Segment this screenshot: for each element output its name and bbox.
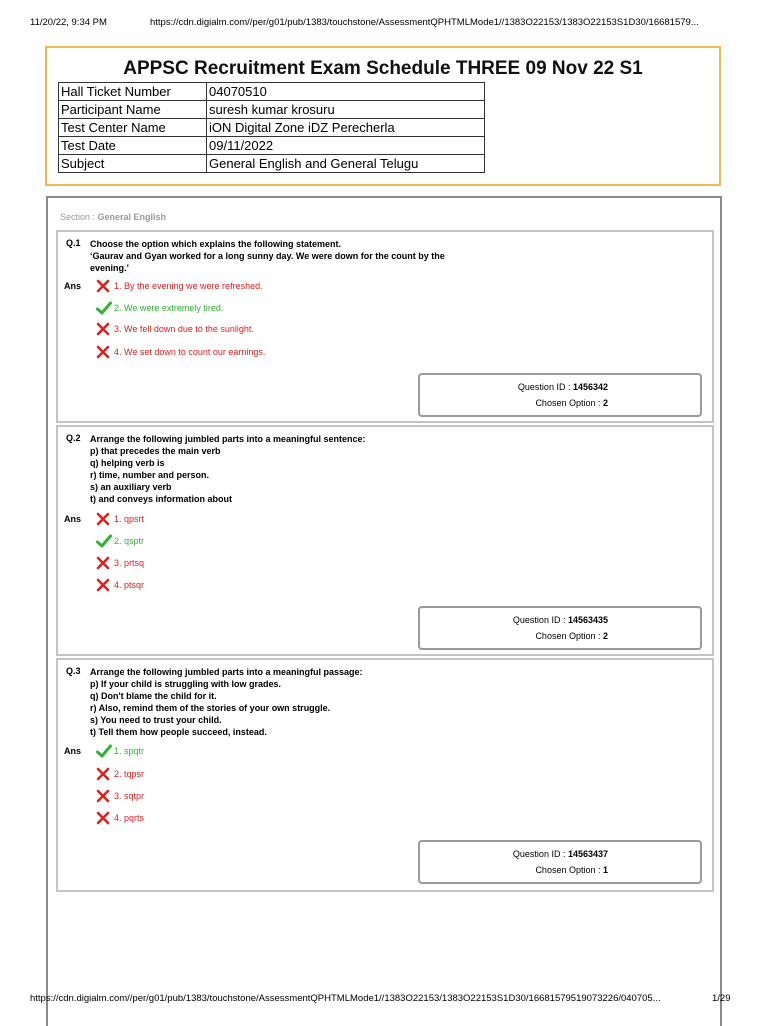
ans-label: Ans: [64, 281, 82, 291]
question-meta-box: [418, 373, 702, 417]
chosen-option: [420, 631, 608, 641]
option-text: 1. By the evening we were refreshed.: [114, 281, 263, 291]
page-indicator: 1/29: [712, 993, 731, 1004]
info-value: suresh kumar krosuru: [207, 101, 485, 119]
chosen-option-value: 1: [602, 865, 608, 875]
question-text: Arrange the following jumbled parts into a meaningful sentence: p) that precedes the main verb q) helping verb is r) time, number and person. s) an auxiliary verb t) and conveys information about: [90, 434, 366, 504]
option-3: [96, 556, 144, 570]
info-row: [59, 83, 485, 101]
chosen-option-value: 2: [602, 631, 608, 641]
info-label: Participant Name: [59, 101, 207, 119]
question-id-value: 14563435: [567, 615, 608, 625]
print-header-url: https://cdn.digialm.com//per/g01/pub/1383/touchstone/AssessmentQPHTMLMode1//1383O22153/1383O22153S1D30/16681579...: [150, 17, 699, 28]
option-4: [96, 345, 265, 359]
option-text: 3. prtsq: [114, 558, 145, 568]
info-row: [59, 101, 485, 119]
option-3: [96, 789, 144, 803]
option-text: 1. spqtr: [114, 746, 145, 756]
question-id: [420, 849, 608, 859]
wrong-cross-icon: [96, 578, 112, 592]
question-meta-box: [418, 606, 702, 650]
correct-check-icon: [96, 534, 112, 548]
exam-title: APPSC Recruitment Exam Schedule THREE 09 Nov 22 S1: [123, 58, 643, 79]
info-label: Subject: [59, 155, 207, 173]
info-value: General English and General Telugu: [207, 155, 485, 173]
chosen-option-label: Chosen Option :: [535, 398, 603, 408]
option-2: [96, 767, 144, 781]
question-id-value: 1456342: [572, 382, 608, 392]
question-text: Arrange the following jumbled parts into a meaningful passage: p) If your child is struggling with low grades. q) Don't blame the child for it. r) Also, remind them of the stories of your own struggle. s) You need to trust your child. t) Tell them how people succeed, instead.: [90, 667, 363, 737]
option-text: 2. tqpsr: [114, 769, 145, 779]
option-text: 2. We were extremely tired.: [114, 303, 224, 313]
section-prefix: Section :: [60, 212, 98, 222]
question-id-label: Question ID :: [512, 615, 568, 625]
option-2: [96, 534, 144, 548]
info-label: Test Date: [59, 137, 207, 155]
option-text: 4. ptsqr: [114, 580, 145, 590]
question-id-value: 14563437: [567, 849, 608, 859]
chosen-option: [420, 398, 608, 408]
exam-header-box: [45, 46, 721, 186]
option-4: [96, 578, 144, 592]
option-1: [96, 279, 263, 293]
wrong-cross-icon: [96, 789, 112, 803]
option-3: [96, 322, 254, 336]
option-1: [96, 512, 144, 526]
chosen-option: [420, 865, 608, 875]
section-label: [60, 212, 166, 222]
info-value: 09/11/2022: [207, 137, 485, 155]
info-row: [59, 155, 485, 173]
wrong-cross-icon: [96, 512, 112, 526]
info-row: [59, 137, 485, 155]
question-id-label: Question ID :: [512, 849, 568, 859]
option-2: [96, 301, 223, 315]
option-4: [96, 811, 144, 825]
section-name: General English: [97, 212, 167, 222]
question-id: [420, 382, 608, 392]
question-number: Q.3: [66, 666, 81, 676]
correct-check-icon: [96, 301, 112, 315]
option-text: 4. We set down to count our earnings.: [114, 347, 266, 357]
question-text: Choose the option which explains the following statement. ‘Gaurav and Gyan worked for a long sunny day. We were down for the count by the evening.’: [90, 239, 445, 273]
question-number: Q.2: [66, 433, 81, 443]
candidate-info-table: [58, 82, 485, 173]
chosen-option-label: Chosen Option :: [535, 631, 603, 641]
option-text: 4. pqrts: [114, 813, 145, 823]
ans-label: Ans: [64, 514, 82, 524]
wrong-cross-icon: [96, 767, 112, 781]
question-meta-box: [418, 840, 702, 884]
print-datetime: 11/20/22, 9:34 PM: [30, 17, 107, 28]
wrong-cross-icon: [96, 279, 112, 293]
print-footer-url: https://cdn.digialm.com//per/g01/pub/1383/touchstone/AssessmentQPHTMLMode1//1383O22153/1383O22153S1D30/16681579519073226/040705...: [30, 993, 661, 1004]
wrong-cross-icon: [96, 345, 112, 359]
info-label: Hall Ticket Number: [59, 83, 207, 101]
question-card-2: [56, 425, 714, 656]
correct-check-icon: [96, 744, 112, 758]
question-id: [420, 615, 608, 625]
question-id-label: Question ID :: [517, 382, 573, 392]
option-text: 3. sqtpr: [114, 791, 145, 801]
info-row: [59, 119, 485, 137]
question-card-1: [56, 230, 714, 423]
info-label: Test Center Name: [59, 119, 207, 137]
chosen-option-value: 2: [602, 398, 608, 408]
info-value: iON Digital Zone iDZ Perecherla: [207, 119, 485, 137]
wrong-cross-icon: [96, 322, 112, 336]
wrong-cross-icon: [96, 556, 112, 570]
question-card-3: [56, 658, 714, 892]
option-text: 2. qsptr: [114, 536, 145, 546]
option-text: 1. qpsrt: [114, 514, 145, 524]
ans-label: Ans: [64, 746, 82, 756]
info-value: 04070510: [207, 83, 485, 101]
option-text: 3. We fell down due to the sunlight.: [114, 324, 254, 334]
chosen-option-label: Chosen Option :: [535, 865, 603, 875]
question-number: Q.1: [66, 238, 81, 248]
wrong-cross-icon: [96, 811, 112, 825]
option-1: [96, 744, 144, 758]
